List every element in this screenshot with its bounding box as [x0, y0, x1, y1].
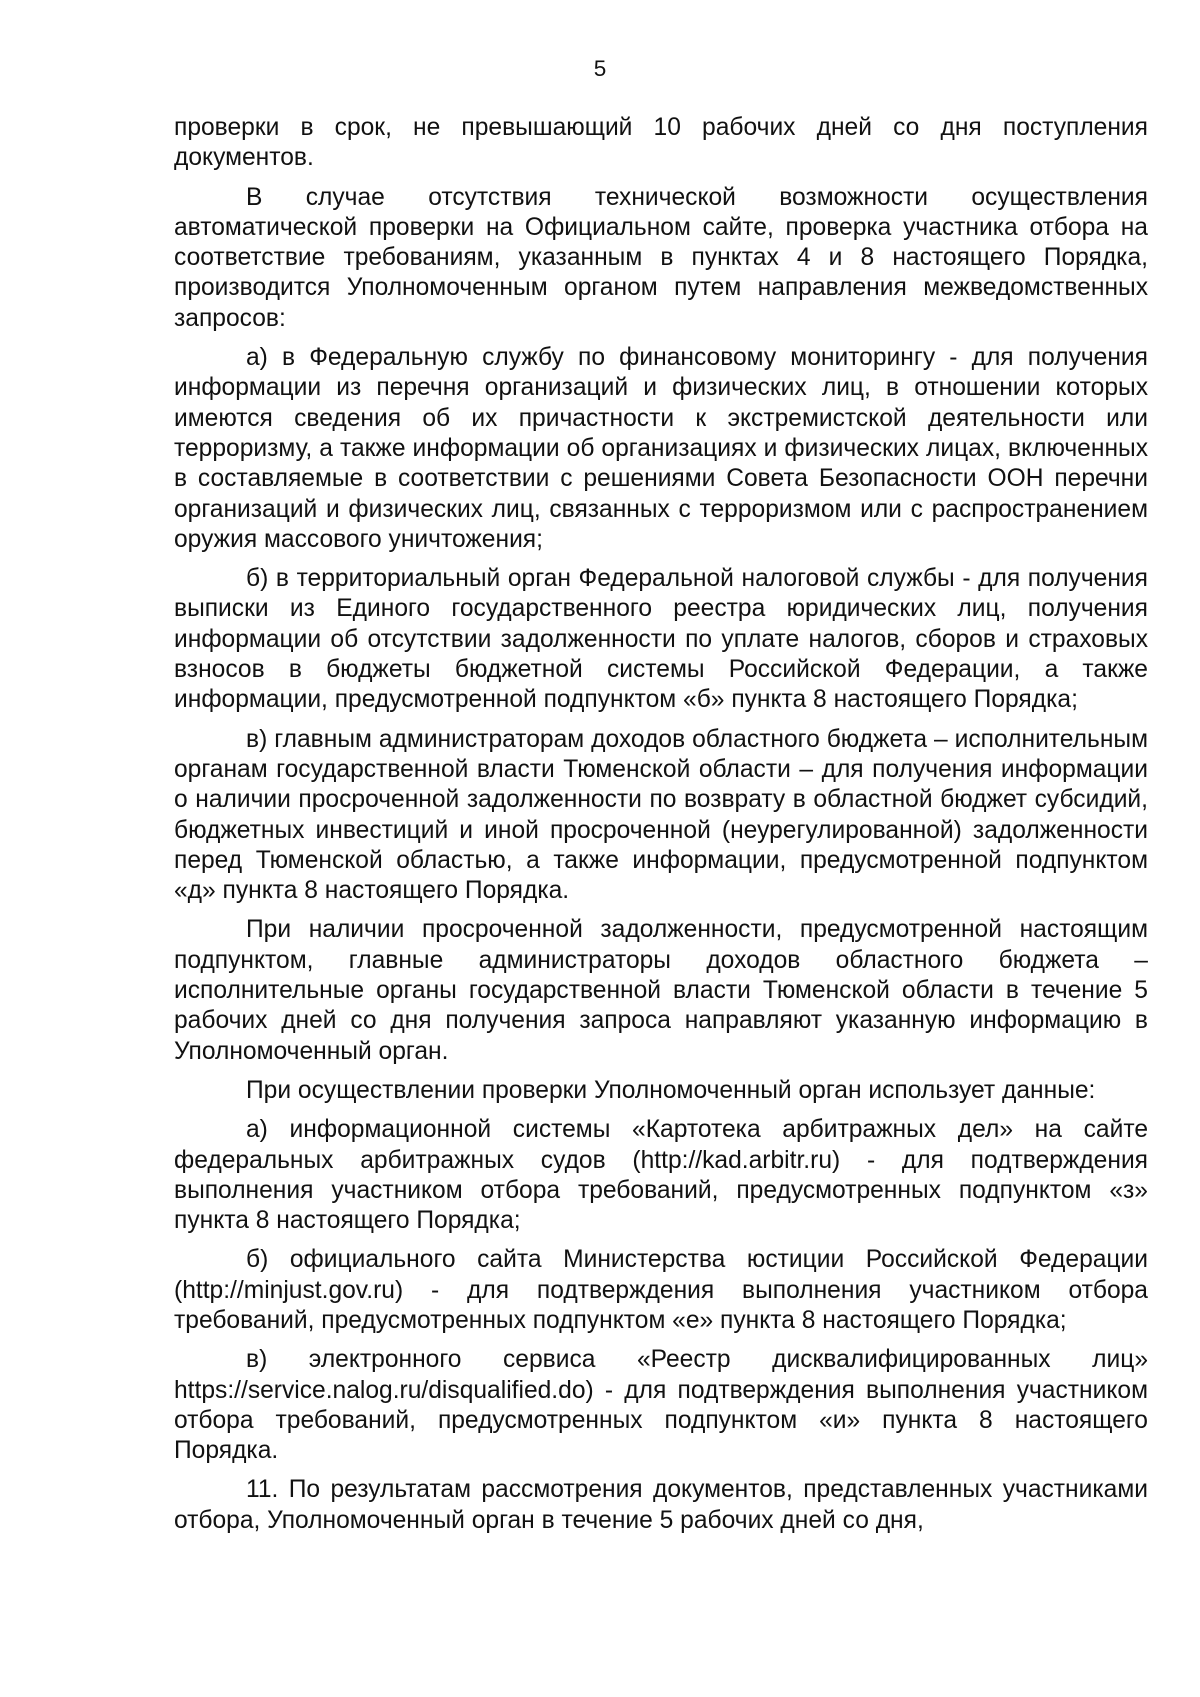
paragraph-item-v-revenue-admins: в) главным администраторам доходов областного бюджета – исполнительным органам государственной власти Тюменской области – для получения информации о наличии просроченной задолженности по возврату в областной бюджет субсидий, бюджетных инвестиций и иной просроченной (неурегулированной) задолженности перед Тюменской областью, а также информации, предусмотренной подпунктом «д» пункта 8 настоящего Порядка. [174, 725, 1148, 905]
paragraph-item-b-tax-service: б) в территориальный орган Федеральной налоговой службы - для получения выписки из Единого государственного реестра юридических лиц, получения информации об отсутствии задолженности по уплате налогов, сборов и страховых взносов в бюджеты бюджетной системы Российской Федерации, а также информации, предусмотренной подпунктом «б» пункта 8 настоящего Порядка; [174, 565, 1148, 714]
paragraph-item-11: 11. По результатам рассмотрения документов, представленных участниками отбора, Уполномоченный орган в течение 5 рабочих дней со дня, [174, 1476, 1148, 1534]
paragraph-source-b-minjust: б) официального сайта Министерства юстиции Российской Федерации (http://minjust.gov.ru) - для подтверждения выполнения участником отбора требований, предусмотренных подпунктом «е» пункта 8 настоящего Порядка; [174, 1246, 1148, 1334]
paragraph-source-a-arbitr: а) информационной системы «Картотека арбитражных дел» на сайте федеральных арбитражных судов (http://kad.arbitr.ru) - для подтверждения выполнения участником отбора требований, предусмотренных подпунктом «з» пункта 8 настоящего Порядка; [174, 1116, 1148, 1235]
paragraph-source-v-disqualified: в) электронного сервиса «Реестр дисквалифицированных лиц» https://service.nalog.ru/disqualified.do) - для подтверждения выполнения участником отбора требований, предусмотренных подпунктом «и» пункта 8 настоящего Порядка. [174, 1346, 1148, 1465]
paragraph-item-a-finmonitoring: а) в Федеральную службу по финансовому мониторингу - для получения информации из перечня организаций и физических лиц, в отношении которых имеются сведения об их причастности к экстремистской деятельности или терроризму, а также информации об организациях и физических лицах, включенных в составляемые в соответствии с решениями Совета Безопасности ООН перечни организаций и физических лиц, связанных с терроризмом или с распространением оружия массового уничтожения; [174, 344, 1148, 553]
paragraph-no-auto-check: В случае отсутствия технической возможности осуществления автоматической проверки на Официальном сайте, проверка участника отбора на соответствие требованиям, указанным в пунктах 4 и 8 настоящего Порядка, производится Уполномоченным органом путем направления межведомственных запросов: [174, 183, 1148, 332]
document-body [174, 113, 1148, 1545]
page-number: 5 [593, 56, 607, 81]
paragraph-check-data-sources: При осуществлении проверки Уполномоченный орган использует данные: [246, 1076, 1096, 1104]
paragraph-overdue-debt: При наличии просроченной задолженности, предусмотренной настоящим подпунктом, главные администраторы доходов областного бюджета – исполнительные органы государственной власти Тюменской области в течение 5 рабочих дней со дня получения запроса направляют указанную информацию в Уполномоченный орган. [174, 916, 1148, 1065]
paragraph-continuation: проверки в срок, не превышающий 10 рабочих дней со дня поступления документов. [174, 114, 1148, 172]
